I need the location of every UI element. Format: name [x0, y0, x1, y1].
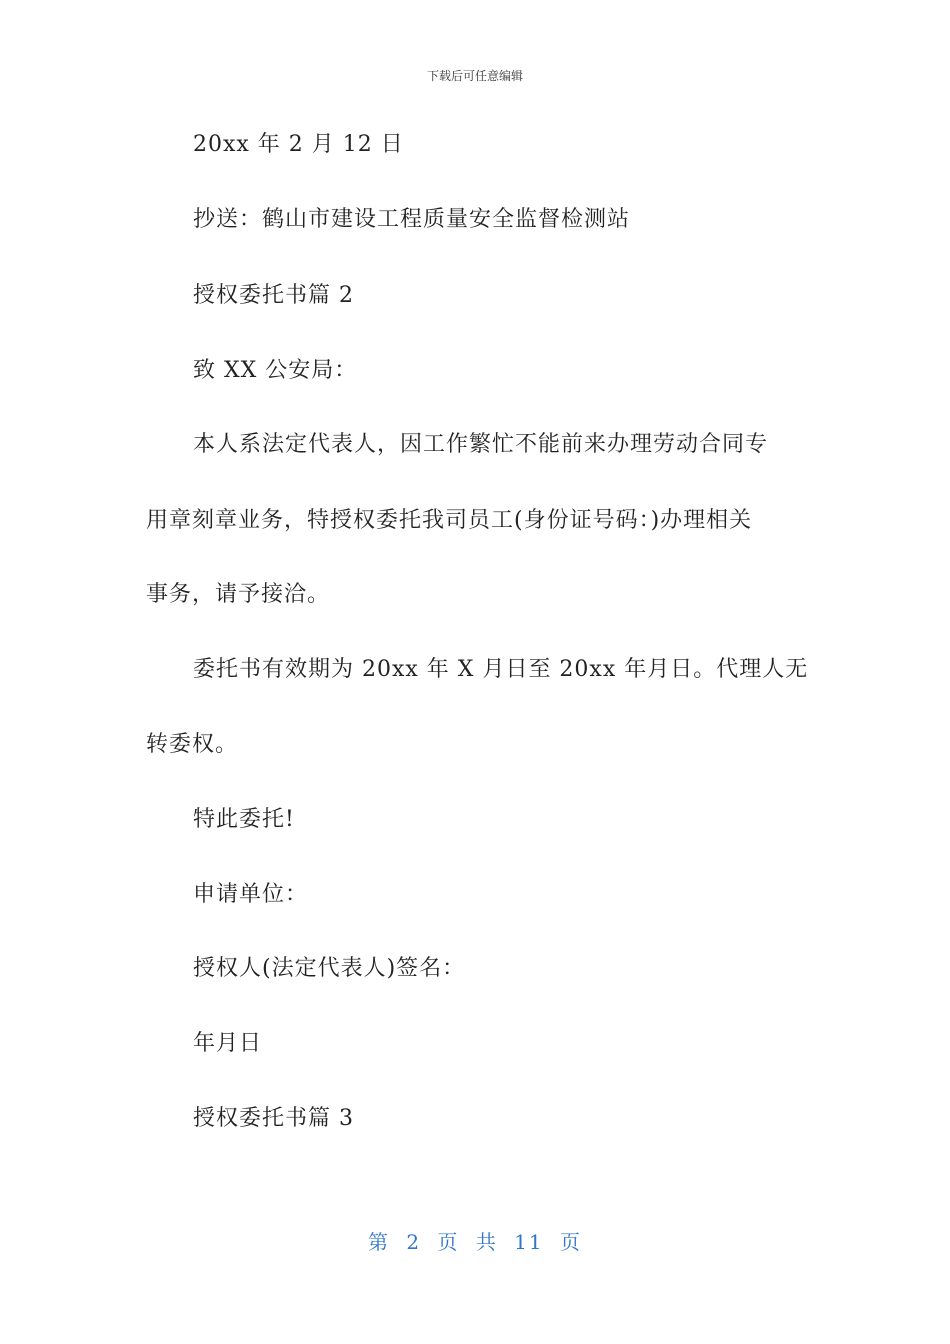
- body-paragraph-2-line-2: 转委权。: [146, 732, 239, 757]
- total-pages: 11: [514, 1230, 544, 1254]
- applicant-unit-line: 申请单位：: [193, 882, 309, 907]
- page-indicator: [0, 1226, 950, 1255]
- section-heading-2: 授权委托书篇 2: [193, 283, 354, 308]
- header-note: 下载后可任意编辑: [426, 69, 523, 83]
- section-heading-3: 授权委托书篇 3: [193, 1106, 354, 1131]
- page-label: 页: [437, 1230, 460, 1254]
- body-paragraph-2-line-1: 委托书有效期为 20xx 年 X 月日至 20xx 年月日。代理人无: [193, 657, 809, 682]
- signature-date-line: 年月日: [193, 1031, 263, 1056]
- body-paragraph-1-line-3: 事务，请予接洽。: [146, 582, 331, 607]
- body-paragraph-1-line-1: 本人系法定代表人，因工作繁忙不能前来办理劳动合同专: [193, 432, 769, 457]
- page-number: 2: [406, 1230, 422, 1254]
- cc-line: 抄送：鹤山市建设工程质量安全监督检测站: [193, 207, 631, 232]
- body-paragraph-1-line-2: 用章刻章业务，特授权委托我司员工(身份证号码：)办理相关: [146, 508, 753, 533]
- addressee-line: 致 XX 公安局：: [193, 358, 358, 383]
- total-label: 页: [559, 1230, 582, 1254]
- total-prefix: 共: [475, 1230, 498, 1254]
- signature-line: 授权人(法定代表人)签名：: [193, 956, 466, 981]
- page-prefix: 第: [368, 1230, 390, 1254]
- date-line: 20xx 年 2 月 12 日: [193, 132, 404, 157]
- closing-line: 特此委托!: [193, 807, 295, 832]
